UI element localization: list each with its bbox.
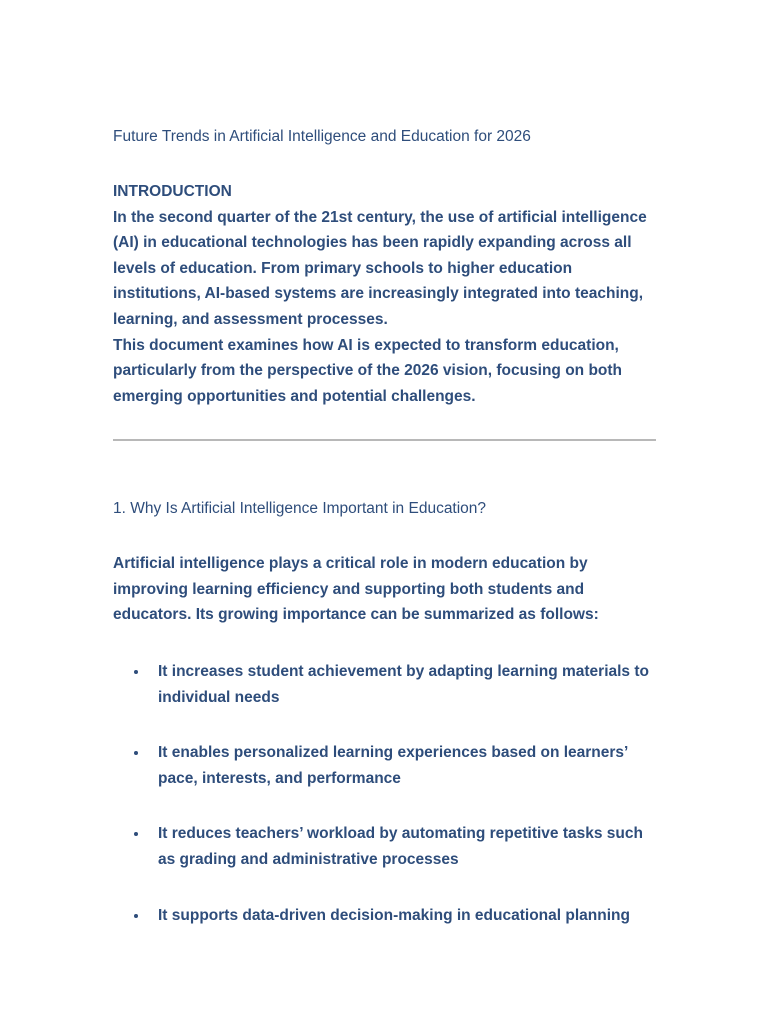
bullet-dot-icon <box>134 832 138 836</box>
bullet-item <box>113 740 658 791</box>
introduction-section <box>113 179 658 409</box>
section-1-body: Artificial intelligence plays a critical role in modern education by improving learning efficiency and supporting both students and educators. Its growing importance can be summarized as follows: <box>113 555 599 624</box>
bullet-text: It enables personalized learning experiences based on learners’ pace, interests, and performance <box>158 744 628 787</box>
bullet-dot-icon <box>134 670 138 674</box>
bullet-text: It increases student achievement by adapting learning materials to individual needs <box>158 663 649 706</box>
importance-bullet-list <box>113 659 658 958</box>
bullet-item <box>113 903 658 929</box>
bullet-item <box>113 659 658 710</box>
introduction-paragraph-2: This document examines how AI is expected to transform education, particularly from the perspective of the 2026 vision, focusing on both emerging opportunities and potential challenges. <box>113 336 623 405</box>
bullet-text: It supports data-driven decision-making in educational planning <box>158 906 630 924</box>
document-title: Future Trends in Artificial Intelligence and Education for 2026 <box>113 128 531 145</box>
introduction-paragraph-1: In the second quarter of the 21st century, the use of artificial intelligence (AI) in educational technologies has been rapidly expanding across all levels of education. From primary schools to higher education institutions, AI-based systems are increasingly integrated into teaching, learning, and assessment processes. <box>113 208 647 328</box>
bullet-dot-icon <box>134 914 138 918</box>
introduction-heading: INTRODUCTION <box>113 183 232 200</box>
bullet-dot-icon <box>134 751 138 755</box>
bullet-text: It reduces teachers’ workload by automating repetitive tasks such as grading and administrative processes <box>158 825 643 868</box>
bullet-item <box>113 821 658 872</box>
horizontal-divider <box>113 439 656 441</box>
section-1-heading: 1. Why Is Artificial Intelligence Important in Education? <box>113 500 487 517</box>
